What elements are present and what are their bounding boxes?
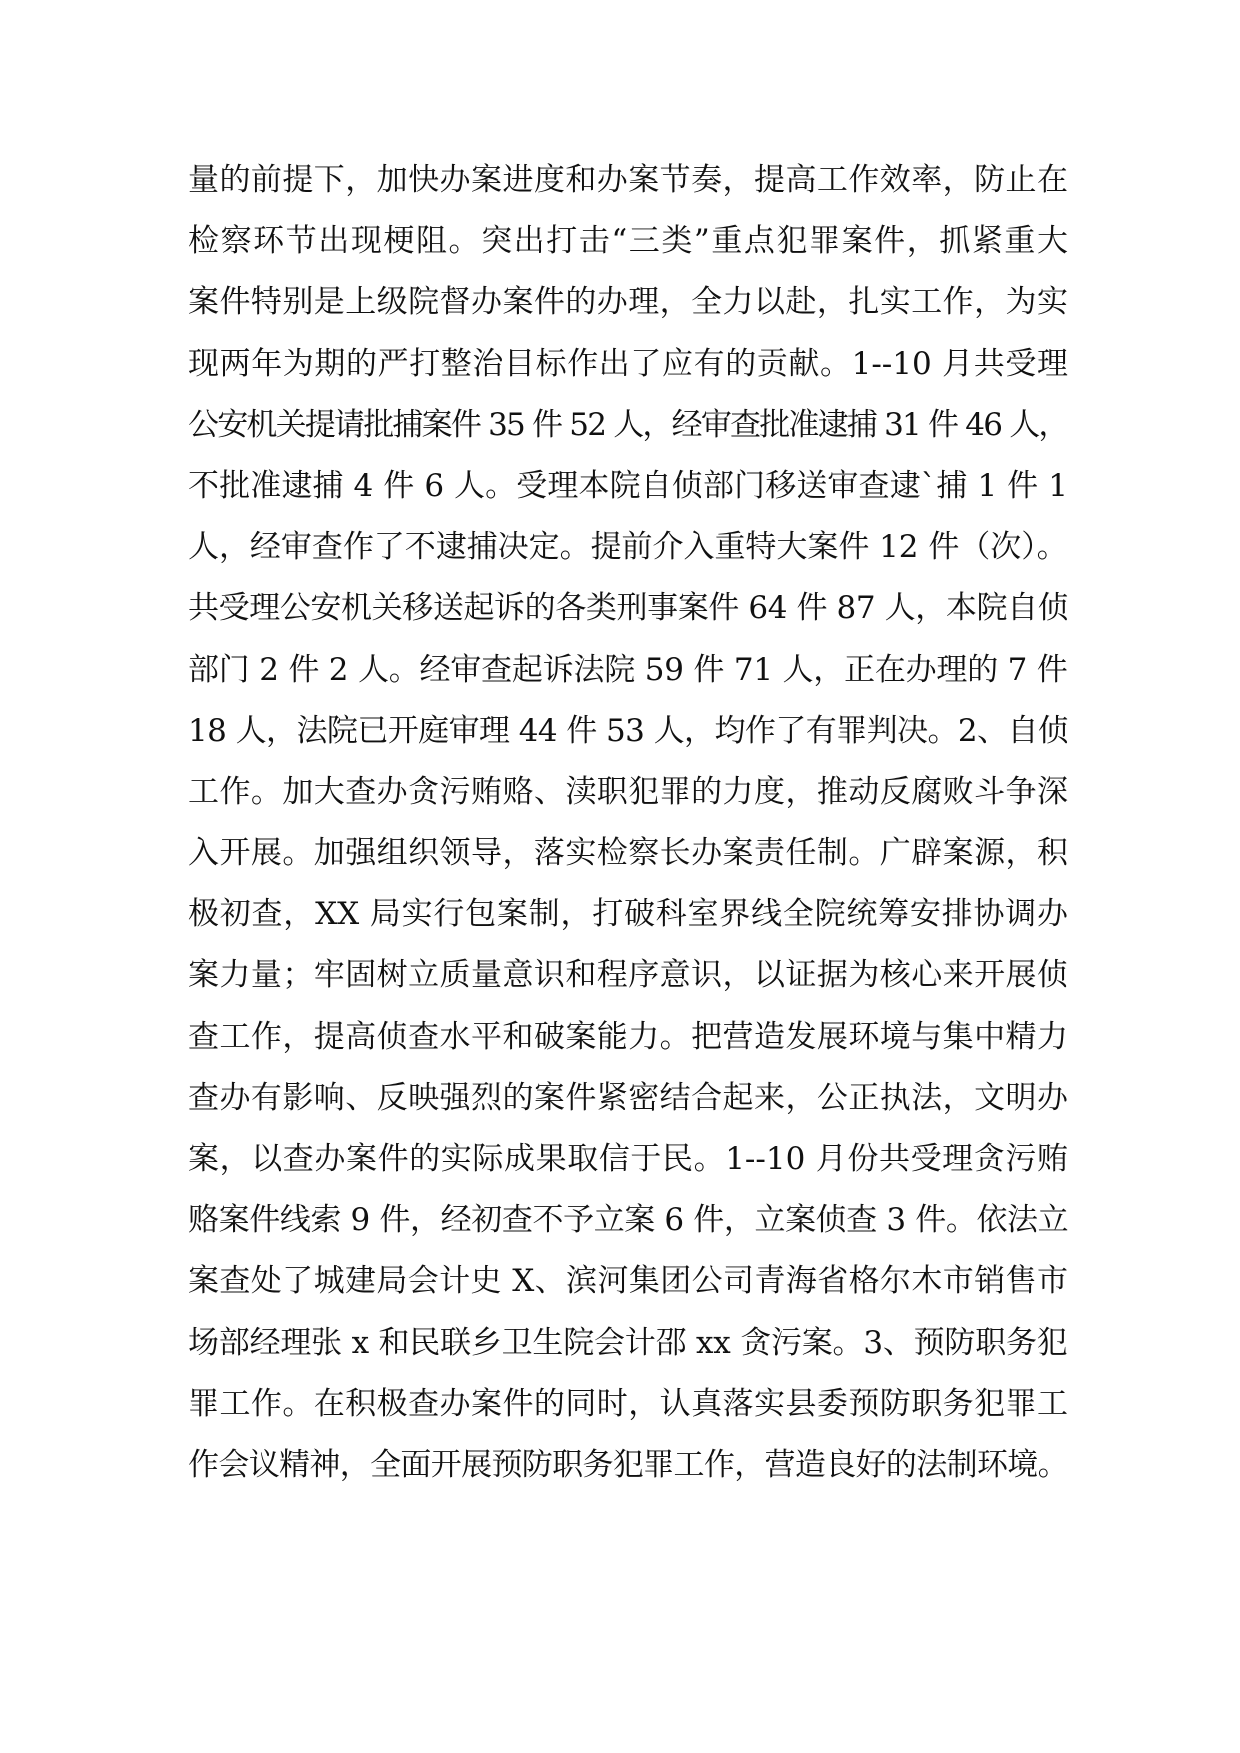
text-line: 入开展。加强组织领导，落实检察长办案责任制。广辟案源，积 — [188, 835, 1068, 872]
text-line: 案力量；牢固树立质量意识和程序意识，以证据为核心来开展侦 — [188, 957, 1068, 994]
text-line: 罪工作。在积极查办案件的同时，认真落实县委预防职务犯罪工 — [188, 1385, 1068, 1422]
text-line: 现两年为期的严打整治目标作出了应有的贡献。1--10 月共受理 — [188, 345, 1068, 382]
text-line: 场部经理张 x 和民联乡卫生院会计邵 xx 贪污案。3、预防职务犯 — [188, 1324, 1068, 1361]
text-line: 案，以查办案件的实际成果取信于民。1--10 月份共受理贪污贿 — [188, 1141, 1068, 1177]
text-line: 公安机关提请批捕案件 35 件 52 人，经审查批准逮捕 31 件 46 人， — [188, 406, 1068, 443]
text-line: 人，经审查作了不逮捕决定。提前介入重特大案件 12 件（次）。 — [188, 529, 1068, 566]
text-line: 作会议精神，全面开展预防职务犯罪工作，营造良好的法制环境。 — [188, 1446, 1068, 1483]
text-line: 赂案件线索 9 件，经初查不予立案 6 件，立案侦查 3 件。依法立 — [188, 1202, 1069, 1239]
text-line: 量的前提下，加快办案进度和办案节奏，提高工作效率，防止在 — [188, 162, 1068, 198]
text-line: 查工作，提高侦查水平和破案能力。把营造发展环境与集中精力 — [188, 1018, 1068, 1055]
text-line: 共受理公安机关移送起诉的各类刑事案件 64 件 87 人，本院自侦 — [188, 590, 1069, 627]
text-line: 检察环节出现梗阻。突出打击“三类”重点犯罪案件，抓紧重大 — [188, 223, 1068, 260]
text-line: 18 人，法院已开庭审理 44 件 53 人，均作了有罪判决。2、自侦 — [188, 712, 1069, 749]
text-line: 极初查，XX 局实行包案制，打破科室界线全院统筹安排协调办 — [188, 896, 1068, 933]
body-text — [188, 150, 1068, 1496]
text-line: 案件特别是上级院督办案件的办理，全力以赴，扎实工作，为实 — [188, 284, 1068, 321]
text-line: 查办有影响、反映强烈的案件紧密结合起来，公正执法，文明办 — [188, 1079, 1068, 1116]
text-line: 部门 2 件 2 人。经审查起诉法院 59 件 71 人，正在办理的 7 件 — [188, 651, 1068, 688]
text-line: 工作。加大查办贪污贿赂、渎职犯罪的力度，推动反腐败斗争深 — [188, 773, 1068, 810]
text-line: 不批准逮捕 4 件 6 人。受理本院自侦部门移送审查逮`捕 1 件 1 — [188, 467, 1068, 504]
text-line: 案查处了城建局会计史 X、滨河集团公司青海省格尔木市销售市 — [188, 1263, 1068, 1300]
